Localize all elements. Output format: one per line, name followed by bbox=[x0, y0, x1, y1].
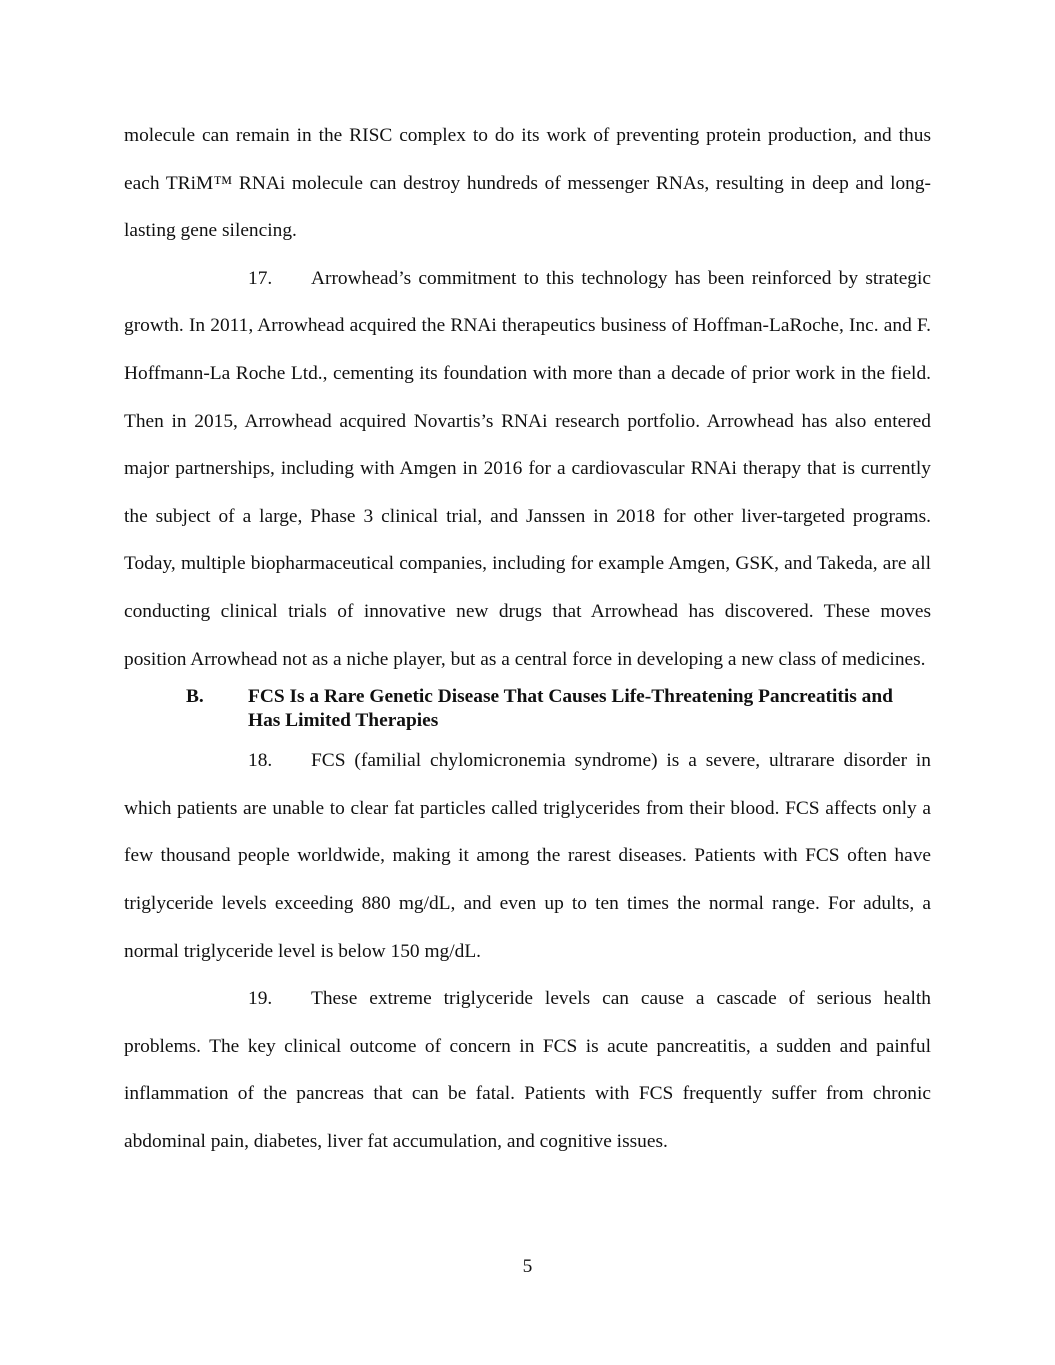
paragraph-continuation: molecule can remain in the RISC complex to do its work of preventing protein production, and thus each TRiM™ RNAi molecule can destroy hundreds of messenger RNAs, resulting in deep and long-lasting gene silencing. bbox=[124, 125, 931, 242]
document-body bbox=[124, 112, 931, 1165]
page-number: 5 bbox=[522, 1256, 533, 1277]
paragraph-18: 18. FCS (familial chylomicronemia syndrome) is a severe, ultrarare disorder in which patients are unable to clear fat particles called triglycerides from their blood. FCS affects only a few thousand people worldwide, making it among the rarest diseases. Patients with FCS often have triglyceride levels exceeding 880 mg/dL, and even up to ten times the normal range. For adults, a normal triglyceride level is below 150 mg/dL. bbox=[124, 750, 931, 962]
paragraph-17: 17. Arrowhead’s commitment to this technology has been reinforced by strategic growth. In 2011, Arrowhead acquired the RNAi therapeutics business of Hoffman-LaRoche, Inc. and F. Hoffmann-La Roche Ltd., cementing its foundation with more than a decade of prior work in the field. Then in 2015, Arrowhead acquired Novartis’s RNAi research portfolio. Arrowhead has also entered major partnerships, including with Amgen in 2016 for a cardiovascular RNAi therapy that is currently the subject of a large, Phase 3 clinical trial, and Janssen in 2018 for other liver-targeted programs. Today, multiple biopharmaceutical companies, including for example Amgen, GSK, and Takeda, are all conducting clinical trials of innovative new drugs that Arrowhead has discovered. These moves position Arrowhead not as a niche player, but as a central force in developing a new class of medicines. bbox=[124, 267, 931, 670]
section-heading-text: FCS Is a Rare Genetic Disease That Causes Life-Threatening Pancreatitis and Has Limited Therapies bbox=[248, 686, 893, 732]
paragraph-19: 19. These extreme triglyceride levels can cause a cascade of serious health problems. The key clinical outcome of concern in FCS is acute pancreatitis, a sudden and painful inflammation of the pancreas that can be fatal. Patients with FCS frequently suffer from chronic abdominal pain, diabetes, liver fat accumulation, and cognitive issues. bbox=[124, 988, 931, 1152]
section-heading-letter: B. bbox=[186, 686, 204, 708]
section-heading-b bbox=[124, 685, 931, 733]
